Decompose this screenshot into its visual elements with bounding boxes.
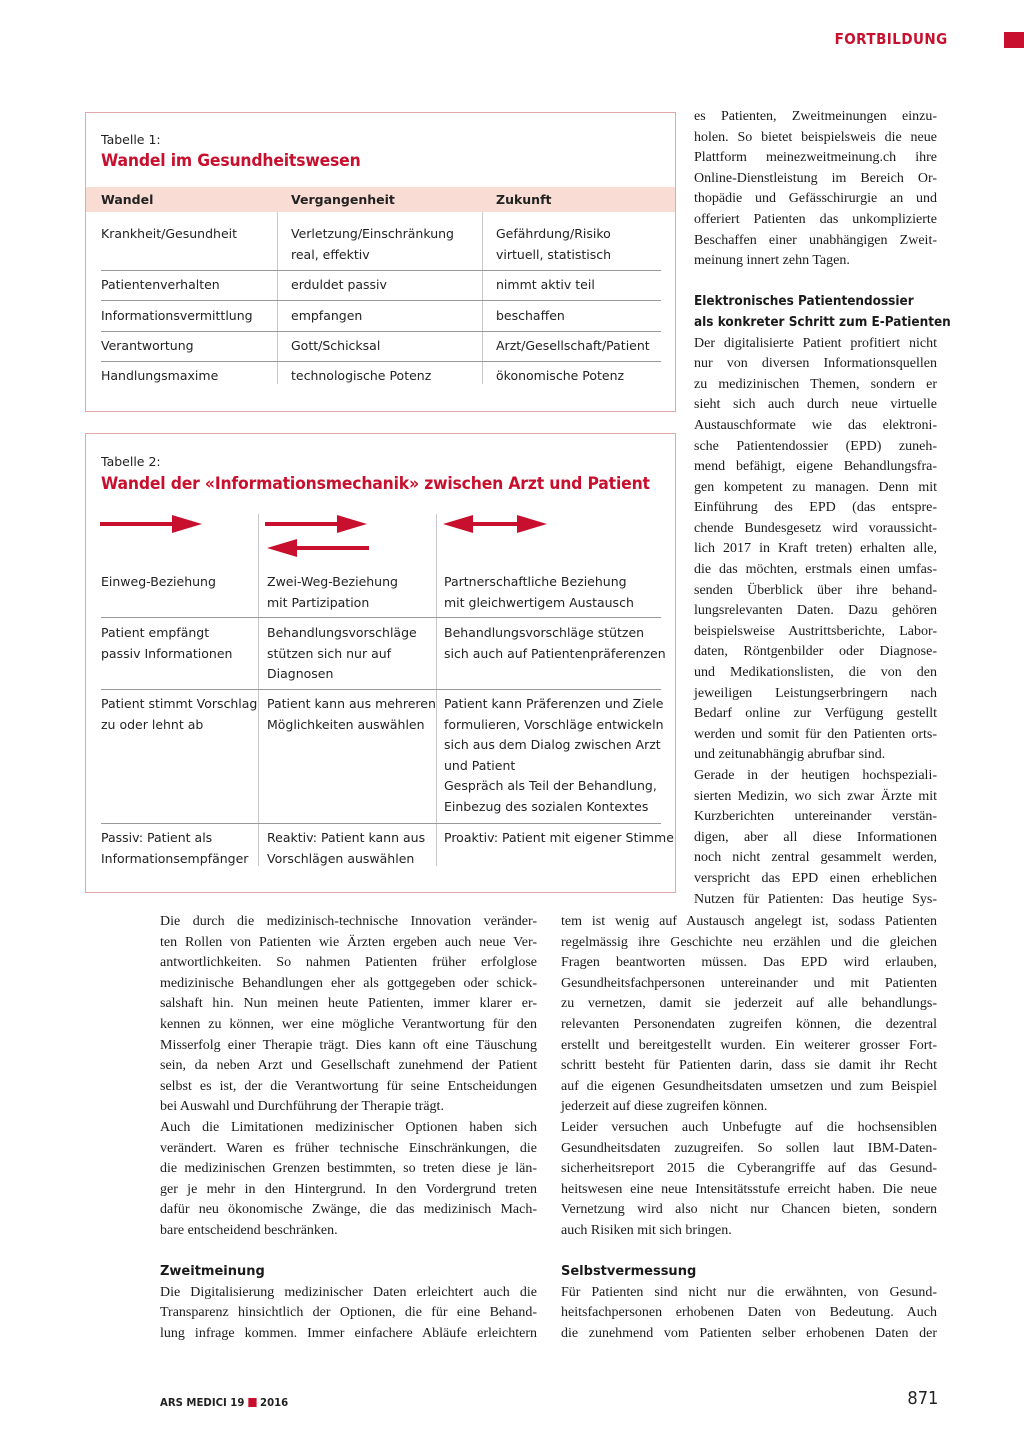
text-line: zu medizinischen Themen, sondern er bbox=[694, 376, 937, 392]
journal-year: 2016 bbox=[260, 1396, 289, 1409]
right-column-paragraph bbox=[694, 334, 937, 766]
table-2-cell: Behandlungsvorschläge stützen sich nur auf Diagnosen bbox=[267, 625, 417, 682]
selbstvermessung-heading: Selbstvermessung bbox=[561, 1264, 697, 1280]
table-2-cell: Passiv: Patient als Informationsempfänger bbox=[101, 830, 249, 866]
text-line: die das möchten, erstmals einen umfas- bbox=[694, 562, 937, 578]
body-paragraph bbox=[160, 912, 537, 1118]
text-line: zu vernetzen, damit sie jederzeit auf alle behandlungs- bbox=[561, 996, 937, 1012]
body-paragraph bbox=[160, 1283, 537, 1345]
table-2-row-divider bbox=[101, 823, 661, 824]
text-line: lung infrage kommen. Immer einfachere Abläufe erleichtern bbox=[160, 1325, 537, 1341]
journal-footer bbox=[160, 1396, 288, 1409]
table-1-number: Tabelle 1: bbox=[101, 132, 161, 147]
text-line: und zeitunabhängig abrufbar sind. bbox=[694, 747, 886, 763]
table-1-row-divider bbox=[101, 270, 661, 271]
table-2-row-divider bbox=[101, 617, 661, 618]
text-line: Vernetzung wird also nicht nur Chancen bieten, sondern bbox=[561, 1202, 937, 1218]
epd-heading-line: Elektronisches Patientendossier bbox=[694, 294, 914, 310]
text-line: holen. So bietet beispielsweis die neue bbox=[694, 129, 937, 145]
epd-heading bbox=[694, 292, 951, 333]
page-number: 871 bbox=[907, 1388, 938, 1409]
table-2-col-divider bbox=[436, 514, 437, 866]
text-line: nur von diversen Informationsquellen bbox=[694, 356, 937, 372]
text-line: Beschaffen einer unabhängigen Zweit- bbox=[694, 232, 937, 248]
text-line: Einführung des EPD (das entspre- bbox=[694, 500, 937, 516]
text-line: digen, aber all diese Informationen bbox=[694, 829, 937, 845]
section-marker bbox=[1004, 32, 1024, 48]
text-line: Misserfolg einer Therapie trägt. Dies kann oft eine Täuschung bbox=[160, 1037, 537, 1053]
section-title: FORTBILDUNG bbox=[834, 30, 948, 48]
text-line: und Medikationslisten, die von den bbox=[694, 665, 937, 681]
table-1-cell: Krankheit/Gesundheit bbox=[101, 226, 238, 241]
body-paragraph bbox=[160, 1118, 537, 1242]
table-1-cell: Handlungsmaxime bbox=[101, 368, 219, 383]
text-line: auch Risiken mit sich bringen. bbox=[561, 1222, 732, 1238]
text-line: Plattform meinezweitmeinung.ch ihre bbox=[694, 150, 937, 166]
table-2-row-divider bbox=[101, 689, 661, 690]
text-line: lich 2017 in Kraft treten) erhalten alle, bbox=[694, 541, 937, 557]
text-line: Für Patienten sind nicht nur die erwähnten, von Gesund- bbox=[561, 1284, 937, 1300]
text-line: es Patienten, Zweitmeinungen einzu- bbox=[694, 109, 937, 124]
text-line: Fragen beantworten müssen. Das EPD wird erlauben, bbox=[561, 955, 937, 971]
text-line: senden Überblick über ihre behand- bbox=[694, 582, 937, 598]
table-1-cell: beschaffen bbox=[496, 308, 565, 323]
table-2-cell: Behandlungsvorschläge stützen sich auch auf Patientenpräferenzen bbox=[444, 625, 666, 661]
table-1-col-divider bbox=[482, 212, 483, 384]
text-line: relevanten Personendaten zugreifen können, die dezentral bbox=[561, 1016, 937, 1032]
text-line: erstellt und bereitgestellt wurden. Ein weiterer grosser Fort- bbox=[561, 1037, 937, 1053]
table-1-cell: empfangen bbox=[291, 308, 363, 323]
text-line: beispielsweise Austrittsberichte, Labor- bbox=[694, 623, 937, 639]
table-1-cell: Verantwortung bbox=[101, 338, 194, 353]
table-1-header-vergangenheit: Vergangenheit bbox=[291, 192, 395, 207]
table-2-title: Wandel der «Informationsmechanik» zwischen Arzt und Patient bbox=[101, 474, 650, 494]
text-line: die medizinischen Grenzen bestimmten, so treten diese je län- bbox=[160, 1161, 537, 1177]
text-line: heitswesen eine neue Intensitätsstufe erreicht haben. Die neue bbox=[561, 1181, 937, 1197]
table-1-header-zukunft: Zukunft bbox=[496, 192, 552, 207]
text-line: Austauschformate wie das elektroni- bbox=[694, 417, 937, 433]
right-column-paragraph bbox=[694, 107, 937, 272]
text-line: Der digitalisierte Patient profitiert nicht bbox=[694, 335, 937, 351]
text-line: heitsfachpersonen erhobenen Daten von Bedeutung. Auch bbox=[561, 1305, 937, 1321]
text-line: Gesundheitsdaten zuzugreifen. So sollen laut IBM-Daten- bbox=[561, 1140, 937, 1156]
text-line: Gerade in der heutigen hochspeziali- bbox=[694, 768, 937, 783]
text-line: die zunehmend vom Patienten selber erhobenen Daten der bbox=[561, 1325, 937, 1341]
text-line: verändert. Waren es früher technische Einschränkungen, die bbox=[160, 1140, 537, 1156]
text-line: daten, Röntgenbilder oder Diagnose- bbox=[694, 644, 937, 660]
table-1-cell: nimmt aktiv teil bbox=[496, 277, 595, 292]
text-line: sein, da neben Arzt und Gesellschaft zunehmend der Patient bbox=[160, 1058, 537, 1074]
text-line: Online-Dienstleistung im Bereich Or- bbox=[694, 170, 937, 186]
table-2-cell: Einweg-Beziehung bbox=[101, 574, 216, 589]
text-line: meinung innert zehn Tagen. bbox=[694, 253, 850, 269]
text-line: Auch die Limitationen medizinischer Optionen haben sich bbox=[160, 1119, 537, 1135]
body-right-column bbox=[561, 912, 937, 1344]
text-line: sieht sich auch durch neue virtuelle bbox=[694, 397, 937, 413]
text-line: lungsrelevanten Daten. Dazu gehören bbox=[694, 603, 937, 619]
table-1-cell: Verletzung/Einschränkung real, effektiv bbox=[291, 226, 454, 262]
text-line: Bedarf online zur Verfügung gestellt bbox=[694, 706, 937, 722]
one-way-arrow-icon bbox=[100, 514, 204, 534]
text-line: verspricht das EPD einen erheblichen bbox=[694, 870, 937, 886]
journal-name: ARS MEDICI 19 bbox=[160, 1396, 245, 1409]
text-line: Die durch die medizinisch-technische Innovation veränder- bbox=[160, 914, 537, 929]
table-1-cell: Informationsvermittlung bbox=[101, 308, 253, 323]
text-line: bare entscheidend beschränken. bbox=[160, 1222, 338, 1238]
text-line: auf die eigenen Gesundheitsdaten umsetzen und zum Beispiel bbox=[561, 1078, 937, 1094]
text-line: werden und somit für den Patienten orts- bbox=[694, 726, 937, 742]
text-line: bei Auswahl und Durchführung der Therapie trägt. bbox=[160, 1099, 444, 1115]
table-2-cell: Patient stimmt Vorschlag zu oder lehnt ab bbox=[101, 696, 258, 732]
epd-heading-line: als konkreter Schritt zum E-Patienten bbox=[694, 314, 951, 330]
two-way-arrows-icon bbox=[265, 514, 369, 558]
text-line: chende Bundesgesetz wird voraussicht- bbox=[694, 520, 937, 536]
text-line: schritt besteht für Patienten darin, dass sie damit ihr Recht bbox=[561, 1058, 937, 1074]
footer-marker bbox=[248, 1398, 256, 1407]
text-line: jeweiligen Leistungserbringern nach bbox=[694, 685, 937, 701]
text-line: salshaft hin. Nun meinen heute Patienten, immer klarer er- bbox=[160, 996, 537, 1012]
zweitmeinung-heading: Zweitmeinung bbox=[160, 1264, 265, 1280]
text-line: mend befähigt, eigene Behandlungsfra- bbox=[694, 459, 937, 475]
table-2-cell: Proaktiv: Patient mit eigener Stimme bbox=[444, 830, 674, 845]
table-2-cell: Partnerschaftliche Beziehung mit gleichwertigem Austausch bbox=[444, 574, 634, 610]
table-2-cell: Patient kann Präferenzen und Ziele formulieren, Vorschläge entwickeln sich aus dem Dialog zwischen Arzt und Patient Gespräch als Teil der Behandlung, Einbezug des sozialen Kontextes bbox=[444, 696, 664, 814]
body-left-column bbox=[160, 912, 537, 1344]
text-line: offeriert Patienten das unkomplizierte bbox=[694, 211, 937, 227]
text-line: Gesundheitsfachpersonen untereinander und mit Patienten bbox=[561, 975, 937, 991]
text-line: Transparenz hinsichtlich der Optionen, die für eine Behand- bbox=[160, 1305, 537, 1321]
text-line: medizinische Behandlungen eher als gottgegeben oder schick- bbox=[160, 975, 537, 991]
table-1-cell: technologische Potenz bbox=[291, 368, 432, 383]
table-1-col-divider bbox=[277, 212, 278, 384]
table-1-cell: erduldet passiv bbox=[291, 277, 387, 292]
table-2-col-divider bbox=[258, 514, 259, 866]
text-line: kennen zu können, wer eine mögliche Verantwortung für den bbox=[160, 1016, 537, 1032]
table-1-cell: Arzt/Gesellschaft/Patient bbox=[496, 338, 650, 353]
table-2-number: Tabelle 2: bbox=[101, 454, 161, 469]
table-1-row-divider bbox=[101, 331, 661, 332]
table-1-row-divider bbox=[101, 361, 661, 362]
table-2-cell: Zwei-Weg-Beziehung mit Partizipation bbox=[267, 574, 398, 610]
table-2-cell: Patient kann aus mehreren Möglichkeiten auswählen bbox=[267, 696, 436, 732]
body-paragraph bbox=[561, 1283, 937, 1345]
text-line: Nutzen für Patienten: Das heutige Sys- bbox=[694, 891, 937, 907]
text-line: dafür neu ökonomische Zwänge, die das medizinisch Mach- bbox=[160, 1202, 537, 1218]
text-line: antwortlichkeiten. So nahmen Patienten früher erfolglose bbox=[160, 955, 537, 971]
text-line: selbst es ist, der die Verantwortung für seine Entscheidungen bbox=[160, 1078, 537, 1094]
table-1-header-wandel: Wandel bbox=[101, 192, 154, 207]
text-line: noch nicht zentral gesammelt werden, bbox=[694, 850, 937, 866]
table-2-cell: Reaktiv: Patient kann aus Vorschlägen auswählen bbox=[267, 830, 426, 866]
table-1-cell: Patientenverhalten bbox=[101, 277, 220, 292]
text-line: ten Rollen von Patienten wie Ärzten ergeben auch neue Ver- bbox=[160, 934, 537, 950]
text-line: regelmässig ihre Geschichte neu erzählen und die gleichen bbox=[561, 934, 937, 950]
text-line: thopädie und Gefässchirurgie an und bbox=[694, 191, 937, 207]
table-2-cell: Patient empfängt passiv Informationen bbox=[101, 625, 233, 661]
text-line: jederzeit auf diese zugreifen können. bbox=[561, 1099, 768, 1115]
text-line: ger je mehr in den Hintergrund. In den Vordergrund treten bbox=[160, 1181, 537, 1197]
table-1-cell: Gefährdung/Risiko virtuell, statistisch bbox=[496, 226, 612, 262]
body-paragraph bbox=[561, 1118, 937, 1242]
text-line: sicherheitsreport 2015 die Cyberangriffe auf das Gesund- bbox=[561, 1161, 937, 1177]
text-line: sche Patientendossier (EPD) zuneh- bbox=[694, 438, 937, 454]
text-line: Die Digitalisierung medizinischer Daten erleichtert auch die bbox=[160, 1284, 537, 1300]
right-column-paragraph bbox=[694, 766, 937, 910]
text-line: Kurzberichten untereinander verstän- bbox=[694, 809, 937, 825]
table-1-title: Wandel im Gesundheitswesen bbox=[101, 151, 361, 171]
text-line: Leider versuchen auch Unbefugte auf die hochsensiblen bbox=[561, 1119, 937, 1135]
text-line: gen kompetent zu managen. Denn mit bbox=[694, 479, 937, 495]
body-paragraph bbox=[561, 912, 937, 1118]
table-1-cell: Gott/Schicksal bbox=[291, 338, 381, 353]
right-column-text bbox=[694, 107, 951, 910]
table-1-cell: ökonomische Potenz bbox=[496, 368, 625, 383]
text-line: sierten Medizin, wo sich zwar Ärzte mit bbox=[694, 788, 937, 804]
table-1-row-divider bbox=[101, 300, 661, 301]
double-headed-arrow-icon bbox=[443, 514, 547, 534]
text-line: tem ist wenig auf Austausch angelegt ist, sodass Patienten bbox=[561, 914, 937, 929]
